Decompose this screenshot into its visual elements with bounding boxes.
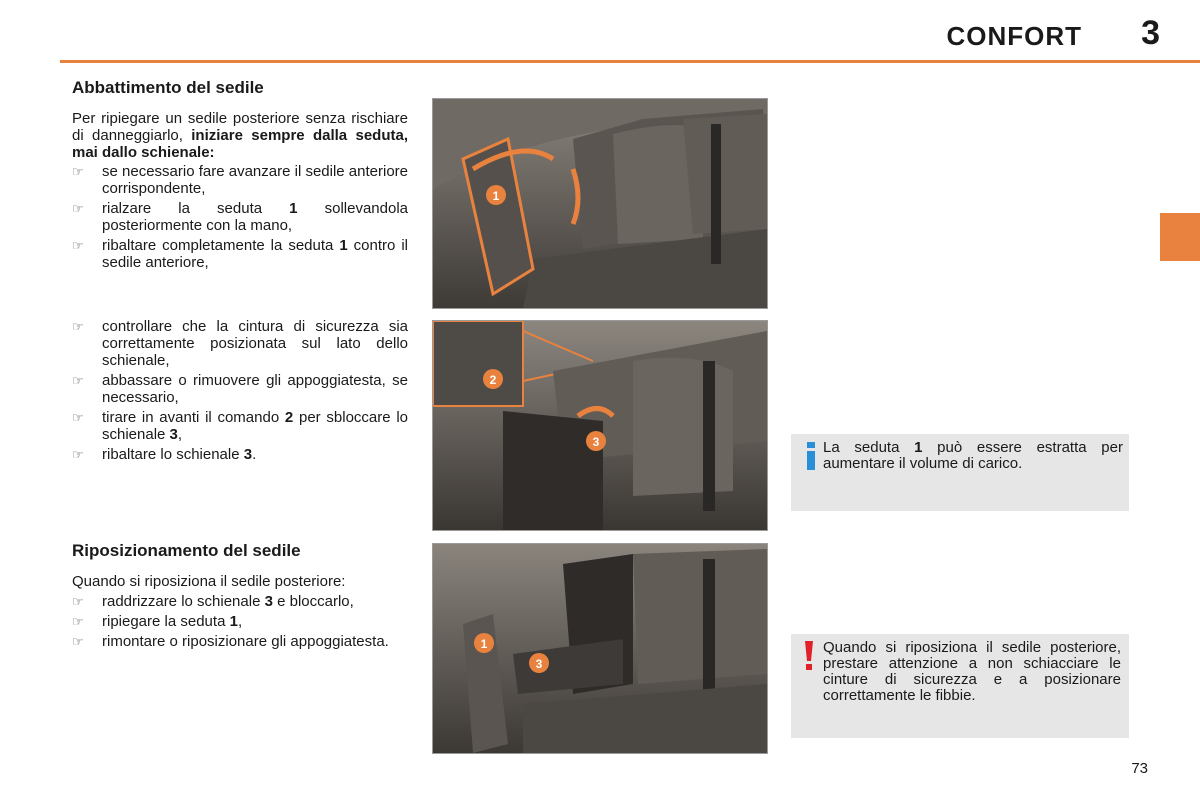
pointer-icon: ☞ [72, 447, 84, 462]
callout-1-label: 1 [492, 189, 500, 203]
steps-list-b [72, 318, 408, 466]
pointer-icon: ☞ [72, 238, 84, 253]
warning-note [791, 634, 1129, 738]
folded-seat-illustration [433, 544, 767, 753]
info-note [791, 434, 1129, 511]
section2-intro: Quando si riposiziona il sedile posteriore: [72, 573, 346, 590]
header-divider [60, 60, 1200, 63]
backrest-illustration [433, 321, 767, 530]
list-item: ☞ rimontare o riposizionare gli appoggiatesta. [72, 633, 389, 650]
list-item: ☞ ribaltare lo schienale 3. [72, 446, 257, 463]
pointer-icon: ☞ [72, 201, 84, 216]
pointer-icon: ☞ [72, 614, 84, 629]
callout-1-label: 1 [480, 637, 488, 651]
info-note-text: La seduta 1 può essere estratta per aumentare il volume di carico. [823, 439, 1123, 472]
intro-text: Per ripiegare un sedile posteriore senza rischiare di danneggiarlo, [72, 110, 408, 144]
callout-2-label: 2 [489, 373, 497, 387]
chapter-tab [1160, 213, 1200, 261]
pointer-icon: ☞ [72, 594, 84, 609]
photo-seat-folded [432, 543, 768, 754]
warning-note-text: Quando si riposiziona il sedile posteriore, prestare attenzione a non schiacciare le cinture di sicurezza e a posizionare correttamente le fibbie. [823, 639, 1121, 704]
list-item: ☞ controllare che la cintura di sicurezza sia correttamente posizionata sul lato dello schienale, [72, 318, 408, 369]
list-item: ☞ tirare in avanti il comando 2 per sbloccare lo schienale 3, [72, 409, 408, 443]
info-icon [805, 442, 817, 470]
list-item: ☞ ribaltare completamente la seduta 1 contro il sedile anteriore, [72, 237, 408, 271]
seat-illustration [433, 99, 767, 308]
steps-list-c [72, 593, 408, 653]
section-heading-fold: Abbattimento del sedile [72, 78, 264, 97]
callout-3-label: 3 [535, 657, 543, 671]
page-number: 73 [1131, 760, 1148, 777]
list-item: ☞ se necessario fare avanzare il sedile anteriore corrispondente, [72, 163, 408, 197]
photo-seat-raised [432, 98, 768, 309]
pointer-icon: ☞ [72, 634, 84, 649]
list-item: ☞ raddrizzare lo schienale 3 e bloccarlo, [72, 593, 354, 610]
section-intro [72, 110, 408, 161]
pointer-icon: ☞ [72, 164, 84, 179]
warning-icon [803, 641, 815, 671]
list-item: ☞ abbassare o rimuovere gli appoggiatesta, se necessario, [72, 372, 408, 406]
chapter-number: 3 [1141, 14, 1160, 52]
photo-backrest-release [432, 320, 768, 531]
list-item: ☞ rialzare la seduta 1 sollevandola posteriormente con la mano, [72, 200, 408, 234]
list-item: ☞ ripiegare la seduta 1, [72, 613, 243, 630]
pointer-icon: ☞ [72, 410, 84, 425]
steps-list-a [72, 163, 408, 274]
intro-bold: iniziare sempre dalla seduta, mai dallo schienale: [72, 127, 408, 161]
pointer-icon: ☞ [72, 373, 84, 388]
section-heading-reposition: Riposizionamento del sedile [72, 541, 301, 560]
pointer-icon: ☞ [72, 319, 84, 334]
callout-3-label: 3 [592, 435, 600, 449]
chapter-title: CONFORT [946, 21, 1082, 51]
